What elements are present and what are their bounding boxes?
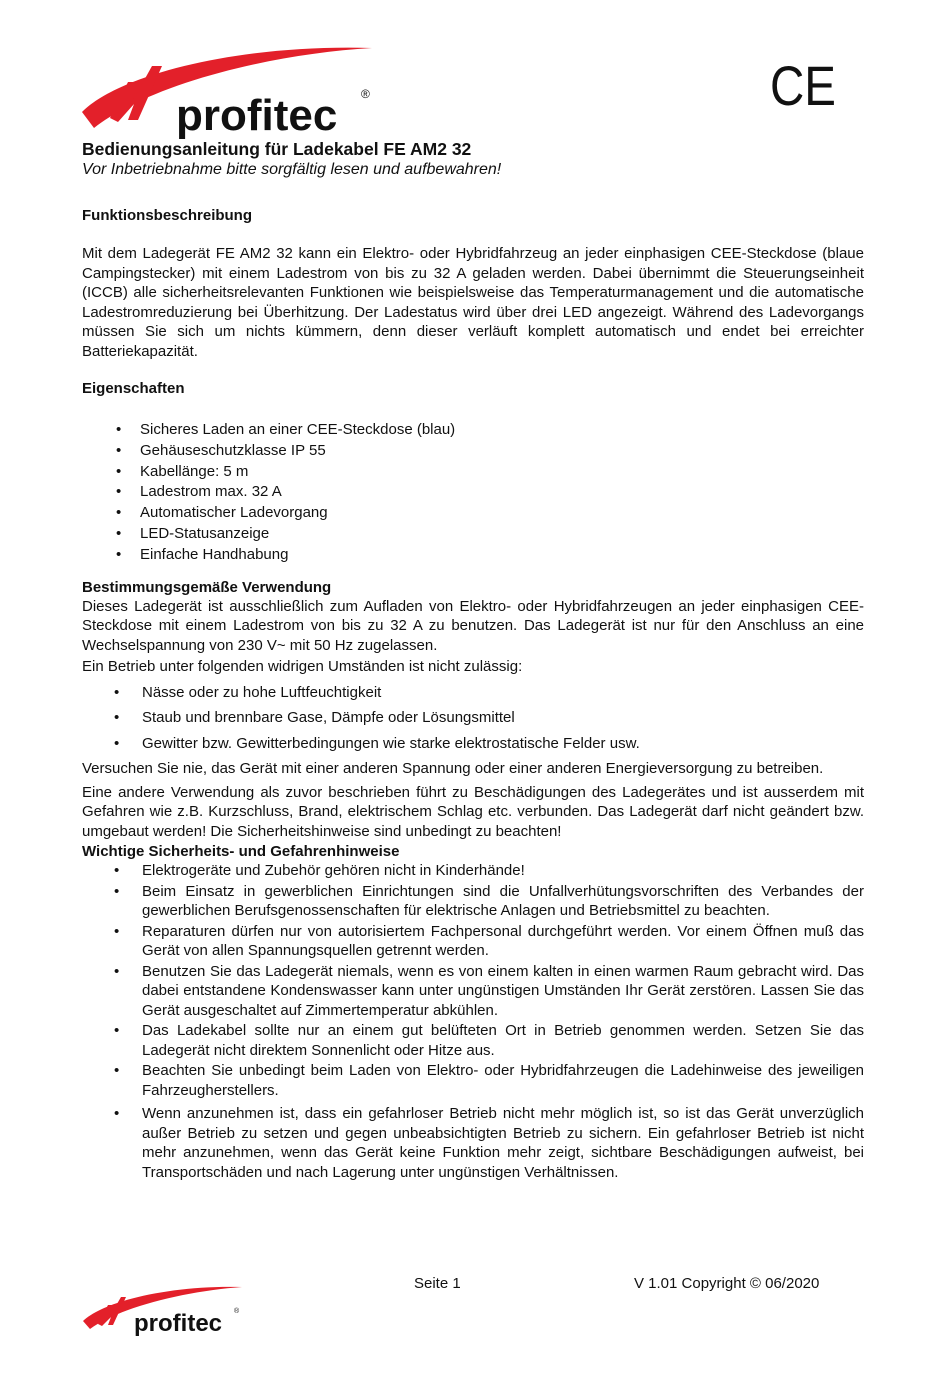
heading-eigenschaften: Eigenschaften — [82, 380, 185, 397]
list-item: • Gehäuseschutzklasse IP 55 — [82, 441, 864, 462]
list-eigenschaften — [82, 420, 864, 566]
document-subtitle: Vor Inbetriebnahme bitte sorgfältig lesen und aufbewahren! — [82, 161, 502, 178]
copyright-notice: V 1.01 Copyright © 06/2020 — [634, 1275, 820, 1292]
list-item: • Beachten Sie unbedingt beim Laden von Elektro- oder Hybridfahrzeugen die Ladehinweise des jeweiligen Fahrzeugherstellers. — [82, 1061, 864, 1100]
svg-text:CE: CE — [770, 54, 836, 117]
list-item: • Automatischer Ladevorgang — [82, 503, 864, 524]
document-body — [82, 138, 864, 1183]
list-item: • Das Ladekabel sollte nur an einem gut belüfteten Ort in Betrieb genommen werden. Setzen Sie das Ladegerät nicht direktem Sonnenlicht oder Hitze aus. — [82, 1021, 864, 1060]
heading-bestimmungsgemaesse-verwendung: Bestimmungsgemäße Verwendung — [82, 578, 332, 596]
list-item: • Benutzen Sie das Ladegerät niemals, wenn es von einem kalten in einen warmen Raum gebracht wird. Das dabei entstandene Kondenswasser kann unter ungünstigen Umständen Ihr Gerät zerstören. Lassen Sie das Gerät ausgeschaltet auf Zimmertemperatur abkühlen. — [82, 962, 864, 1021]
list-item: • Nässe oder zu hohe Luftfeuchtigkeit — [82, 683, 864, 703]
paragraph-funktionsbeschreibung: Mit dem Ladegerät FE AM2 32 kann ein Elektro- oder Hybridfahrzeug an jeder einphasigen CEE-Steckdose (blaue Campingstecker) mit einem Ladestrom von bis zu 32 A geladen werden. Dabei übernimmt die Steuerungseinheit (ICCB) alle sicherheitsrelevanten Funktionen wie beispielsweise das Temperaturmanagement und die automatische Ladestromreduzierung bei Überhitzung. Der Ladestatus wird über drei LED angezeigt. Während des Ladevorgangs müssen Sie sich um nichts kümmern, denn dieser verläuft komplett automatisch und endet bei erreichter Batteriekapazität. — [82, 245, 864, 360]
document-title: Bedienungsanleitung für Ladekabel FE AM2 32 — [82, 139, 472, 159]
registered-mark: ® — [361, 87, 370, 101]
list-sicherheitshinweise — [82, 861, 864, 1182]
list-item: • Staub und brennbare Gase, Dämpfe oder Lösungsmittel — [82, 708, 864, 728]
svg-text:®: ® — [234, 1308, 240, 1315]
paragraph-spannung-warnung: Versuchen Sie nie, das Gerät mit einer anderen Spannung oder einer anderen Energieversorgung zu betreiben. — [82, 760, 824, 778]
list-item: • Gewitter bzw. Gewitterbedingungen wie starke elektrostatische Felder usw. — [82, 734, 864, 754]
paragraph-andere-verwendung: Eine andere Verwendung als zuvor beschrieben führt zu Beschädigungen des Ladegerätes und ist ausserdem mit Gefahren wie z.B. Kurzschluss, Brand, elektrischem Schlag etc. verbunden. Das Ladegerät darf nicht geändert bzw. umgebaut werden! Die Sicherheitshinweise sind unbedingt zu beachten! — [82, 783, 864, 840]
page-number: Seite 1 — [414, 1275, 461, 1292]
list-item: • Reparaturen dürfen nur von autorisiertem Fachpersonal durchgeführt werden. Vor einem Öffnen muß das Gerät von allen Spannungsquellen getrennt werden. — [82, 922, 864, 961]
paragraph-widrige-umstaende: Ein Betrieb unter folgenden widrigen Umständen ist nicht zulässig: — [82, 658, 523, 676]
list-item: • Beim Einsatz in gewerblichen Einrichtungen sind die Unfallverhütungsvorschriften des Verbandes der gewerblichen Berufsgenossenschaften für elektrische Anlagen und Betriebsmittel zu beachten. — [82, 882, 864, 921]
heading-sicherheitshinweise: Wichtige Sicherheits- und Gefahrenhinweise — [82, 843, 400, 861]
brand-wordmark: profitec — [176, 91, 338, 140]
profitec-logo-footer — [82, 1285, 247, 1335]
list-widrige-umstaende — [82, 683, 864, 754]
heading-funktionsbeschreibung: Funktionsbeschreibung — [82, 207, 253, 224]
list-item: • LED-Statusanzeige — [82, 524, 864, 545]
list-item: • Sicheres Laden an einer CEE-Steckdose (blau) — [82, 420, 864, 441]
list-item: • Elektrogeräte und Zubehör gehören nicht in Kinderhände! — [82, 861, 864, 881]
list-item: • Ladestrom max. 32 A — [82, 482, 864, 503]
ce-mark — [770, 54, 838, 117]
brand-wordmark-footer: profitec — [134, 1310, 223, 1337]
list-item: • Einfache Handhabung — [82, 545, 864, 566]
list-item: • Kabellänge: 5 m — [82, 462, 864, 483]
list-item: • Wenn anzunehmen ist, dass ein gefahrloser Betrieb nicht mehr möglich ist, so ist das Gerät unverzüglich außer Betrieb zu setzen und gegen unbeabsichtigten Betrieb zu sichern. Ein gefahrloser Betrieb ist nicht mehr anzunehmen, wenn das Gerät keine Funktion mehr zeigt, sichtbare Beschädigungen aufweist, bei Transportschäden und nach Lagerung unter ungünstigen Verhältnissen. — [82, 1104, 864, 1182]
paragraph-verwendung: Dieses Ladegerät ist ausschließlich zum Aufladen von Elektro- oder Hybridfahrzeugen an jeder einphasigen CEE-Steckdose mit einem Ladestrom von bis zu 32 A zu benutzen. Das Ladegerät ist nur für den Anschluss an eine Wechselspannung von 230 V~ mit 50 Hz zugelassen. — [82, 597, 864, 654]
profitec-logo — [80, 44, 380, 139]
